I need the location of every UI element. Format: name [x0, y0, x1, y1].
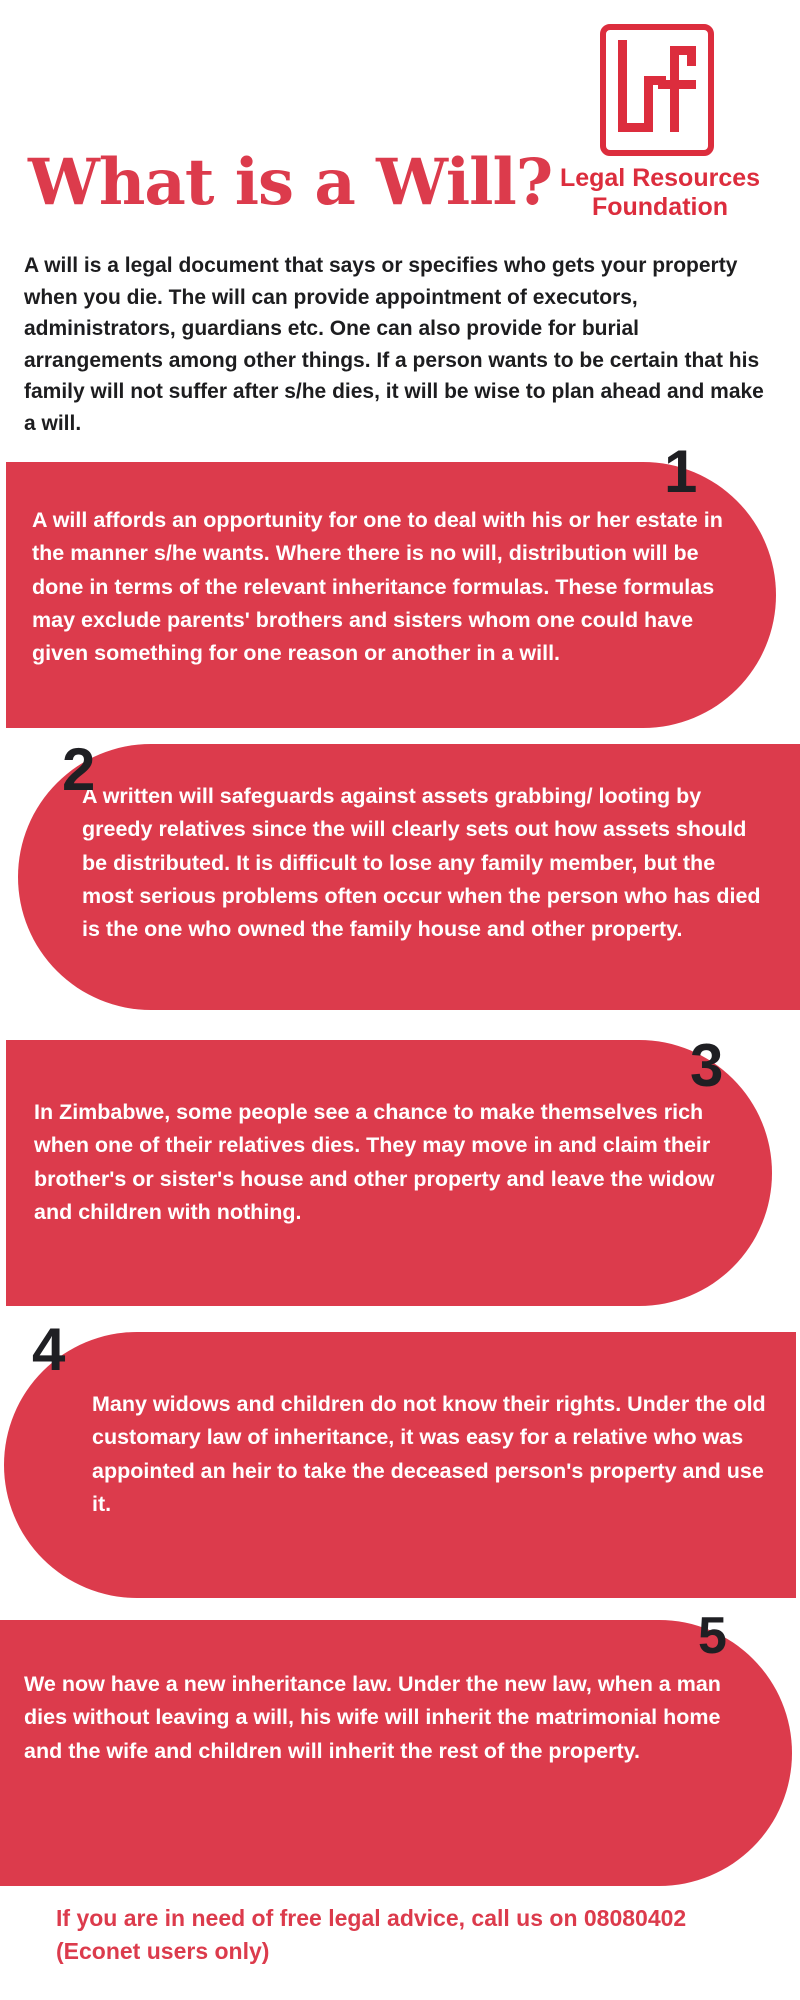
point-text: We now have a new inheritance law. Under the new law, when a man dies without leaving a will, his wife will inherit the matrimonial home and the wife and children will inherit the rest of the property.	[24, 1672, 721, 1763]
lrf-logo-icon	[600, 24, 714, 156]
point-card-4	[4, 1332, 796, 1598]
intro-paragraph: A will is a legal document that says or specifies who gets your property when you die. The will can provide appointment of executors, administrators, guardians etc. One can also provide for burial arrangements among other things. If a person wants to be certain that his family will not suffer after s/he dies, it will be wise to plan ahead and make a will.	[24, 254, 764, 435]
point-card-5	[0, 1620, 792, 1886]
point-number-3: 3	[690, 1032, 724, 1099]
organization-name-line2: Foundation	[591, 192, 729, 221]
point-text: Many widows and children do not know their rights. Under the old customary law of inheritance, it was easy for a relative who was appointed an heir to take the deceased person's property and use it.	[92, 1392, 766, 1516]
page-title: What is a Will?	[28, 145, 553, 220]
organization-name-line1: Legal Resources	[559, 164, 761, 192]
point-text: A written will safeguards against assets grabbing/ looting by greedy relatives since the will clearly sets out how assets should be distributed. It is difficult to lose any family member, but the most serious problems often occur when the person who has died is the one who owned the family house and other property.	[82, 784, 761, 942]
point-number-2: 2	[62, 736, 96, 803]
point-card-3	[6, 1040, 772, 1306]
footer-contact: If you are in need of free legal advice, call us on 08080402 (Econet users only)	[56, 1905, 687, 1965]
point-card-1	[6, 462, 776, 728]
organization-name	[538, 164, 782, 222]
point-text: In Zimbabwe, some people see a chance to make themselves rich when one of their relatives dies. They may move in and claim their brother's or sister's house and other property and leave the widow and children with nothing.	[34, 1100, 715, 1224]
point-text: A will affords an opportunity for one to deal with his or her estate in the manner s/he wants. Where there is no will, distribution will be done in terms of the relevant inheritance formulas. These formulas may exclude parents' brothers and sisters whom one could have given something for one reason or another in a will.	[32, 508, 723, 666]
point-number-1: 1	[664, 438, 698, 505]
point-number-5: 5	[698, 1607, 727, 1665]
point-number-4: 4	[32, 1316, 66, 1383]
point-card-2	[18, 744, 800, 1010]
